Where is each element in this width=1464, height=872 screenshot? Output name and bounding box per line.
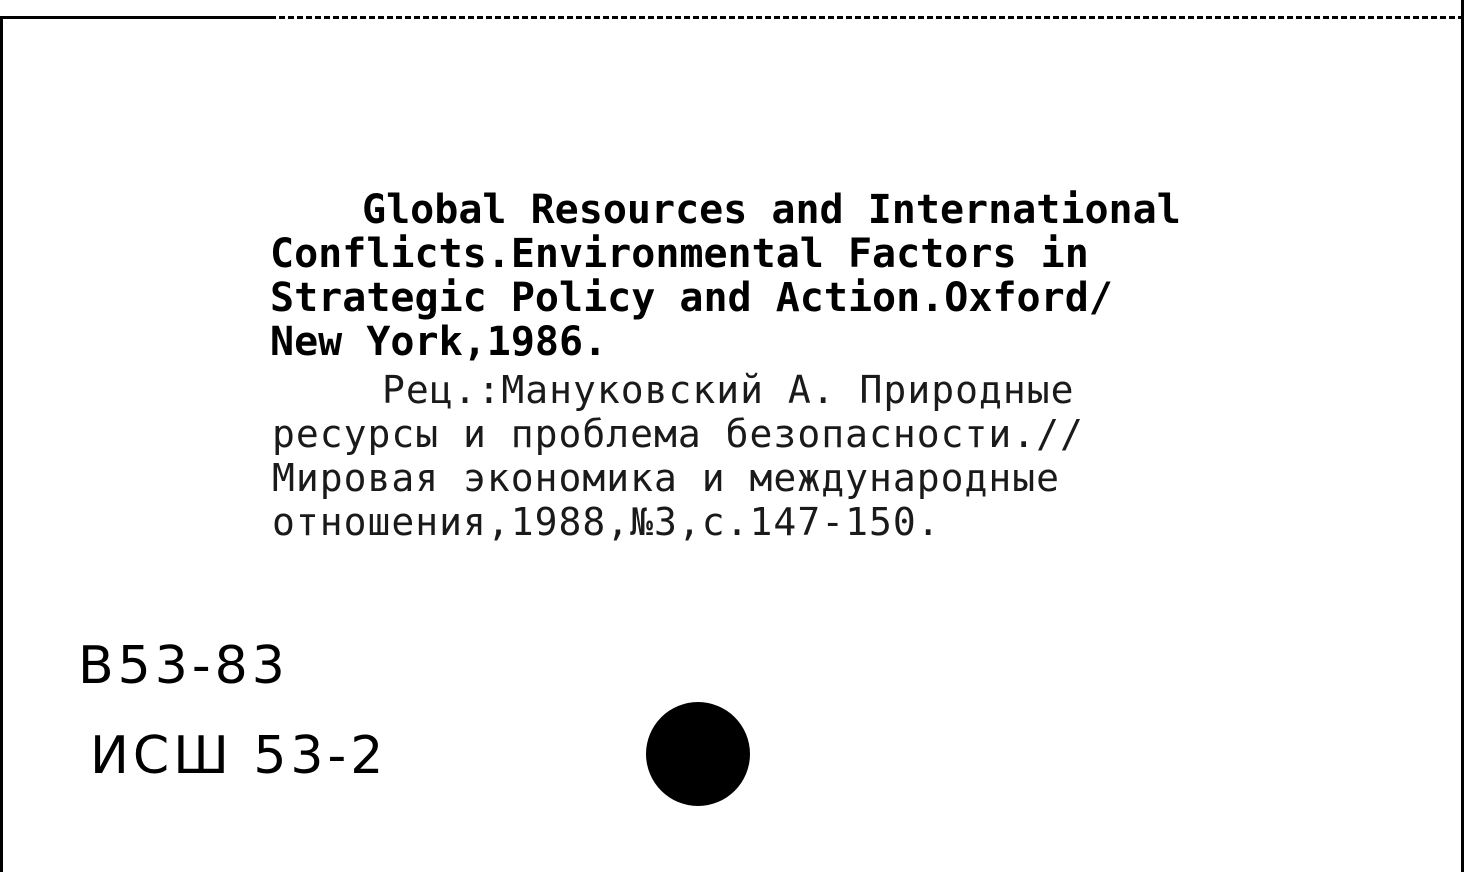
review-line: Мировая экономика и международные: [272, 456, 1060, 500]
entry-line: Global Resources and International: [362, 187, 1181, 233]
bibliographic-entry: [270, 188, 1420, 364]
review-entry: [272, 368, 1422, 544]
shelf-mark: B53-83: [78, 636, 289, 696]
shelf-mark: ИСШ 53-2: [90, 726, 388, 786]
review-line: отношения,1988,№3,с.147-150.: [272, 500, 941, 544]
top-border-solid: [0, 16, 270, 19]
review-line: ресурсы и проблема безопасности.//: [272, 412, 1084, 456]
review-line: Рец.:Мануковский А. Природные: [382, 368, 1075, 412]
entry-line: Strategic Policy and Action.Oxford/: [270, 275, 1113, 321]
entry-line: Conflicts.Environmental Factors in: [270, 231, 1089, 277]
entry-line: New York,1986.: [270, 319, 608, 365]
punch-hole: [646, 702, 750, 806]
left-border: [0, 16, 3, 872]
